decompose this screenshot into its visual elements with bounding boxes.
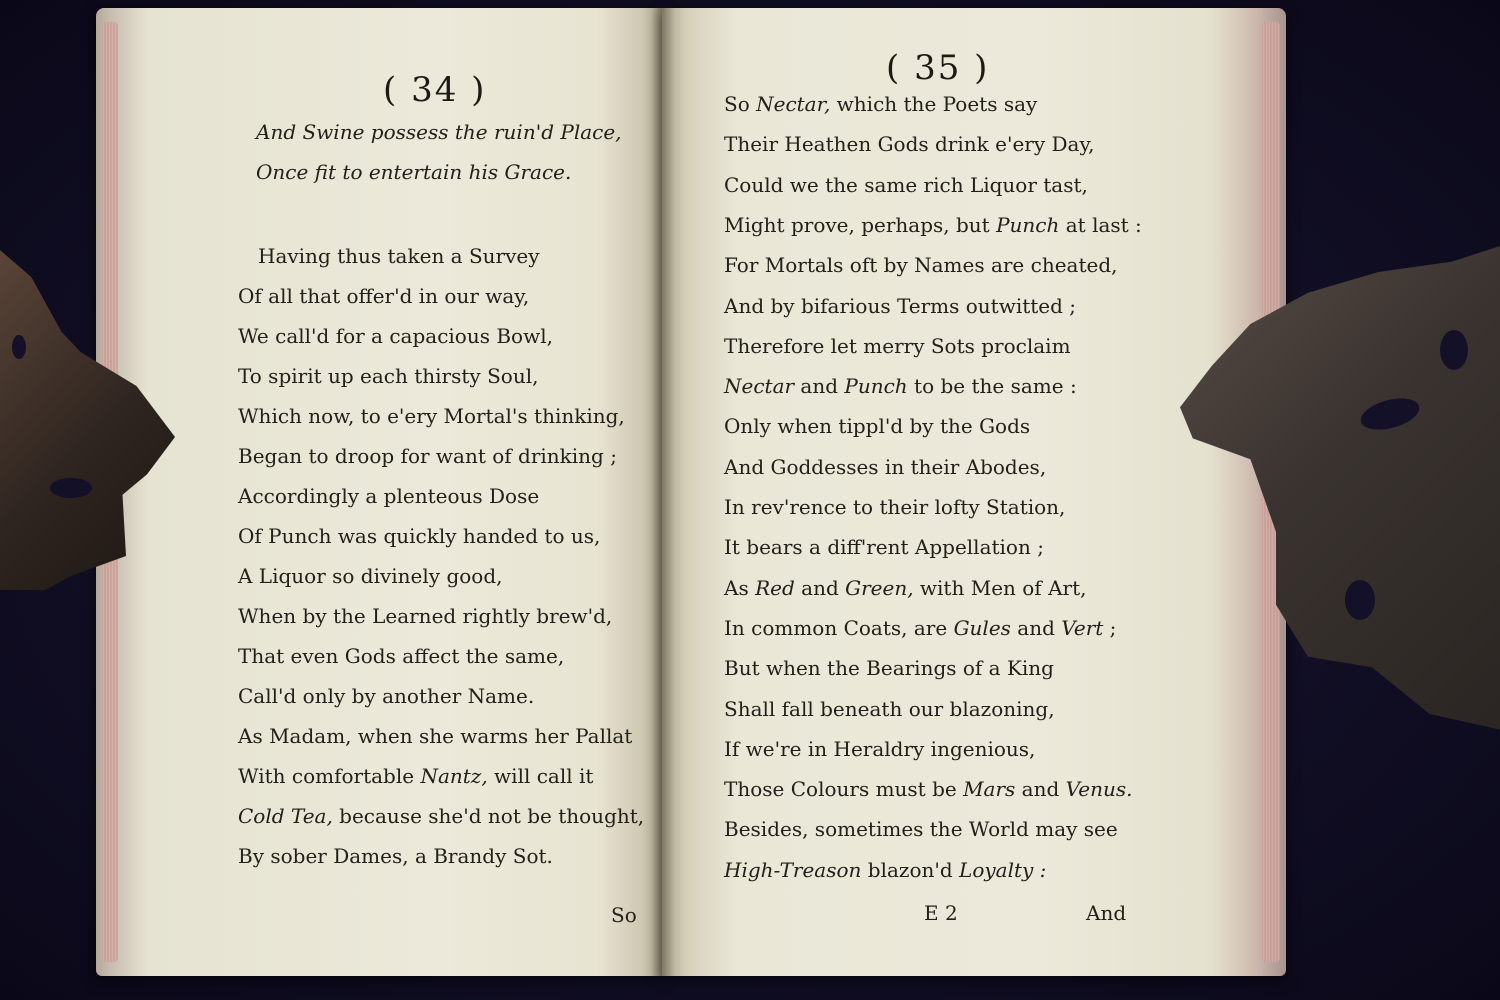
left-page-number: ( 34 ) [383,70,487,110]
verse-line [238,724,632,748]
verse-text: Those Colours must be [724,777,964,802]
verse-text: We call'd for a capacious Bowl, [238,324,553,348]
italic-word: Punch [844,374,908,399]
verse-text: Call'd only by another Name. [238,684,535,708]
verse-line [724,173,1088,197]
verse-line [724,697,1055,721]
signature-mark: E 2 [924,901,958,925]
verse-line [256,120,622,144]
verse-text: Of all that offer'd in our way, [238,284,530,308]
verse-text: and [1015,777,1066,802]
verse-line [238,684,534,708]
verse-text: For Mortals oft by Names are cheated, [724,253,1118,278]
verse-line [238,444,617,468]
italic-word: Vert [1061,615,1104,640]
verse-line [724,92,1037,116]
verse-text: That even Gods affect the same, [238,644,565,668]
verse-text: Might prove, perhaps, but [724,212,997,237]
italic-word: Nectar [724,374,795,399]
verse-text: Only when tippl'd by the Gods [724,414,1031,439]
verse-line [724,858,1046,882]
verse-text: But when the Bearings of a King [724,656,1054,681]
verse-text: Accordingly a plenteous Dose [238,484,540,508]
verse-line [724,213,1142,237]
italic-word: Punch [996,212,1060,237]
verse-text: As [724,575,756,600]
verse-line [238,324,553,348]
verse-line [724,737,1035,761]
verse-text: Their Heathen Gods drink e'ery Day, [724,132,1095,157]
verse-line [238,804,644,828]
italic-word: Red [755,575,795,600]
verse-line [724,294,1076,318]
verse-line [724,374,1077,398]
verse-text: blazon'd [861,857,960,882]
right-page [662,8,1286,976]
verse-line [724,616,1116,640]
verse-line [724,414,1030,438]
verse-line [724,777,1132,801]
clip-hole [1345,580,1375,620]
verse-line [256,160,571,184]
verse-text: Besides, sometimes the World may see [724,817,1118,842]
right-page-number: ( 35 ) [886,48,990,88]
verse-text: And Goddesses in their Abodes, [724,454,1047,479]
verse-text: which the Poets say [830,92,1038,116]
verse-line [724,535,1044,559]
verse-line [258,244,540,268]
verse-text: Which now, to e'ery Mortal's thinking, [238,404,625,428]
verse-text: and [1010,615,1062,640]
verse-text: When by the Learned rightly brew'd, [238,604,613,628]
italic-word: Once fit to entertain his Grace. [256,160,572,184]
verse-line [724,576,1086,600]
verse-line [238,844,553,868]
italic-word: Nantz, [420,764,488,788]
verse-text: and [794,374,845,399]
verse-text: If we're in Heraldry ingenious, [724,736,1036,761]
verse-line [724,334,1071,358]
verse-line [724,656,1054,680]
verse-text: with Men of Art, [913,575,1087,600]
verse-line [724,455,1046,479]
verse-text: and [794,575,846,600]
verse-text: In rev'rence to their lofty Station, [724,495,1066,519]
verse-text: to be the same : [907,374,1077,399]
verse-text: By sober Dames, a Brandy Sot. [238,844,553,868]
verse-line [238,764,593,788]
verse-line [724,495,1065,519]
verse-line [238,644,564,668]
book-gutter [651,8,675,976]
verse-line [238,484,539,508]
verse-text: Of Punch was quickly handed to us, [238,524,601,548]
italic-word: Loyalty : [959,857,1047,882]
verse-text: Could we the same rich Liquor tast, [724,172,1088,197]
verse-text: A Liquor so divinely good, [238,564,503,588]
verse-line [724,817,1118,841]
italic-word: Venus. [1065,777,1133,802]
verse-text: It bears a diff'rent Appellation ; [724,535,1044,560]
verse-text: In common Coats, are [724,615,954,640]
italic-word: Gules [953,615,1011,640]
verse-text: ; [1103,615,1117,640]
left-catchword: So [611,903,637,927]
verse-text: Began to droop for want of drinking ; [238,444,617,468]
italic-word: Nectar, [756,92,831,116]
verse-line [724,253,1118,277]
italic-word: And Swine possess the ruin'd Place, [256,120,622,144]
clip-hole [50,478,92,498]
verse-line [724,132,1094,156]
verse-text: because she'd not be thought, [332,804,645,828]
clip-hole [12,335,26,359]
verse-line [238,284,529,308]
italic-word: Cold Tea, [238,804,333,828]
clip-hole [1440,330,1468,370]
verse-line [238,564,503,588]
verse-line [238,364,538,388]
verse-text: will call it [487,764,594,788]
verse-line [238,604,612,628]
verse-text: And by bifarious Terms outwitted ; [724,293,1077,318]
italic-word: High-Treason [724,857,862,882]
verse-text: So [724,92,757,116]
verse-text: Shall fall beneath our blazoning, [724,696,1055,721]
verse-text: at last : [1059,212,1142,237]
italic-word: Mars [963,777,1016,802]
verse-line [238,404,625,428]
open-book [96,8,1286,976]
verse-text: Therefore let merry Sots proclaim [724,333,1071,358]
verse-text: With comfortable [238,764,421,788]
verse-text: To spirit up each thirsty Soul, [238,364,539,388]
italic-word: Green, [845,575,914,600]
verse-text: As Madam, when she warms her Pallat [238,724,633,748]
verse-line [238,524,600,548]
left-page [96,8,664,976]
verse-text: Having thus taken a Survey [258,244,540,268]
right-catchword: And [1086,901,1127,925]
